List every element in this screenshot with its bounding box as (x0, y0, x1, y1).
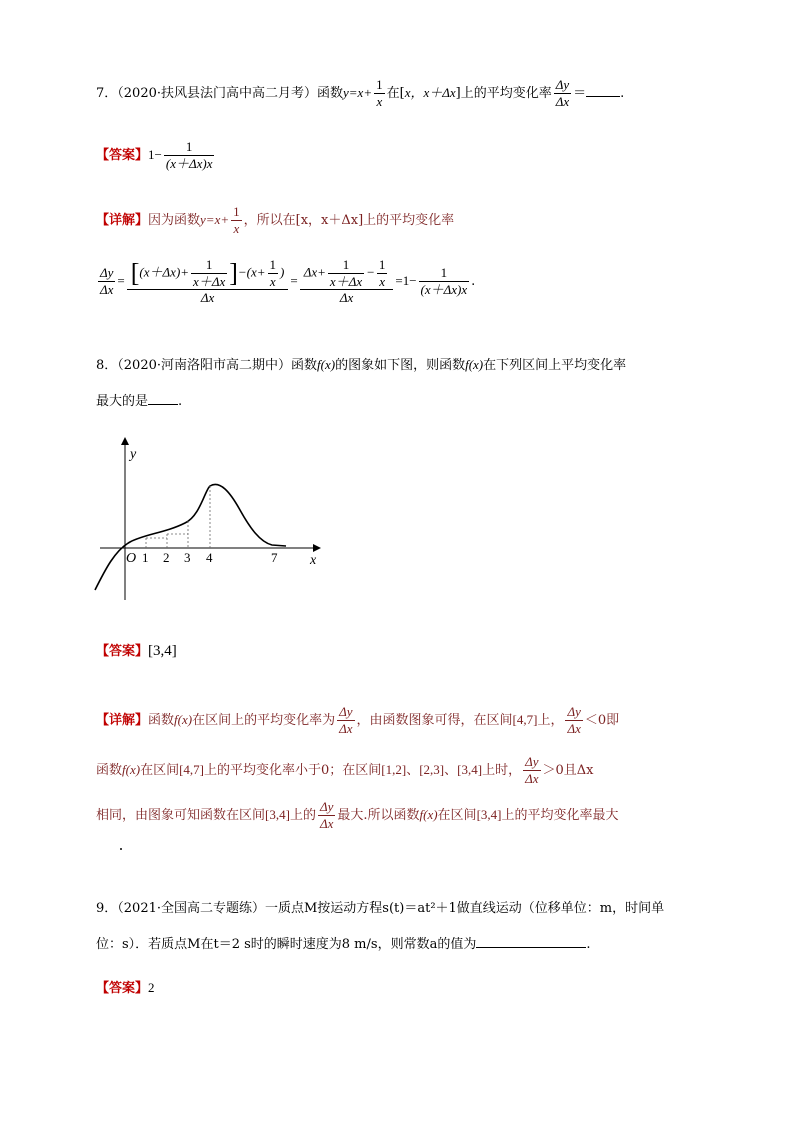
q8-stem-line1: 8．（2020·河南洛阳市高二期中）函数f(x)的图象如下图，则函数f(x)在下列区间上平均变化率 (96, 357, 627, 373)
q7-detail-line1: 【详解】因为函数y=x+ $\frac{1}{x}$ ，所以在[x，x＋Δx]上的平均变化率 (96, 204, 455, 236)
q8-source: （2020·河南洛阳市高二期中） (117, 358, 291, 373)
x-axis-label: x (310, 553, 317, 568)
origin-label: O (126, 551, 137, 566)
x-tick-7: 7 (271, 550, 278, 565)
answer-tag: 【答案】 (96, 644, 149, 659)
q7-frac-1-over-x: $\frac{1}{x}$ (376, 77, 383, 109)
q7-source: （2020·扶风县法门高中高二月考） (117, 86, 317, 101)
detail-tag: 【详解】 (96, 213, 149, 228)
q8-answer: 【答案】[3,4] (96, 643, 177, 659)
q9-stem-line1: 9．（2021·全国高二专题练）一质点M按运动方程s(t)＝at²＋1做直线运动（位移单位：m，时间单 (96, 901, 665, 916)
q7-derivation-frac1: [(x＋Δx)+ $\frac{1}{x+\Delta x}$ ]−(x+ $\frac{1}{x}$ ) Δx (127, 258, 289, 305)
q7-number: 7． (96, 86, 118, 101)
x-tick-1: 1 (142, 550, 149, 565)
q8-stem-line2: 最大的是 . (96, 394, 183, 409)
q7-answer-frac: $\frac{1}{(x+\Delta x)x}$ (165, 139, 213, 171)
q7-answer: 【答案】1− $\frac{1}{(x+\Delta x)x}$ (96, 139, 213, 171)
q7-answer-blank (586, 84, 620, 97)
q8-function-graph (90, 430, 330, 610)
q8-number: 8． (96, 358, 118, 373)
q9-answer: 【答案】2 (96, 980, 155, 996)
q7-frac-dy-dx: $\frac{\Delta y}{\Delta x}$ (555, 77, 570, 109)
q8-detail-line3: 相同，由图象可知函数在区间[3,4]上的 $\frac{\Delta y}{\Delta x}$ 最大.所以函数f(x)在区间[3,4]上的平均变化率最大 (96, 799, 619, 831)
q9-stem-line2: 位：s）．若质点M在t＝2 s时的瞬时速度为8 m/s，则常数a的值为 . (96, 937, 591, 952)
detail-tag: 【详解】 (96, 713, 149, 728)
q9-answer-blank (476, 935, 586, 948)
y-axis-label: y (130, 447, 137, 462)
x-tick-3: 3 (184, 550, 191, 565)
answer-tag: 【答案】 (96, 981, 149, 996)
function-curve (95, 484, 286, 590)
q9-source: （2021·全国高二专题练） (117, 901, 265, 916)
q8-detail-line1: 【详解】函数f(x)在区间上的平均变化率为 $\frac{\Delta y}{\Delta x}$ ，由函数图象可得，在区间[4,7]上， $\frac{\Delta y}{\Delta x}$ ＜0即 (96, 704, 620, 736)
q7-derivation-frac2: Δx+ $\frac{1}{x+\Delta x}$ − $\frac{1}{x}$ Δx (300, 258, 394, 305)
x-tick-4: 4 (206, 550, 213, 565)
q9-number: 9． (96, 901, 118, 916)
q7-derivation: $\frac{\Delta y}{\Delta x}$ = [(x＋Δx)+ $\frac{1}{x+\Delta x}$ ]−(x+ $\frac{1}{x}$ ) Δx = Δx+ $\frac{1}{x+\Delta x}$ − $\frac{1}{x}$ Δx =1− $\frac{1}{(x+\Delta x)x}$ . (100, 257, 476, 305)
answer-tag: 【答案】 (96, 148, 149, 163)
q8-answer-blank (148, 392, 178, 405)
stray-dot (120, 848, 122, 850)
x-tick-2: 2 (163, 550, 170, 565)
q8-detail-line2: 函数f(x)在区间[4,7]上的平均变化率小于0；在区间[1,2]、[2,3]、[3,4]上时， $\frac{\Delta y}{\Delta x}$ ＞0且Δx (96, 754, 594, 786)
q7-stem: 7．（2020·扶风县法门高中高二月考）函数y=x+ $\frac{1}{x}$ 在[x，x＋Δx]上的平均变化率 $\frac{\Delta y}{\Delta x}$ ＝ . (96, 77, 625, 109)
